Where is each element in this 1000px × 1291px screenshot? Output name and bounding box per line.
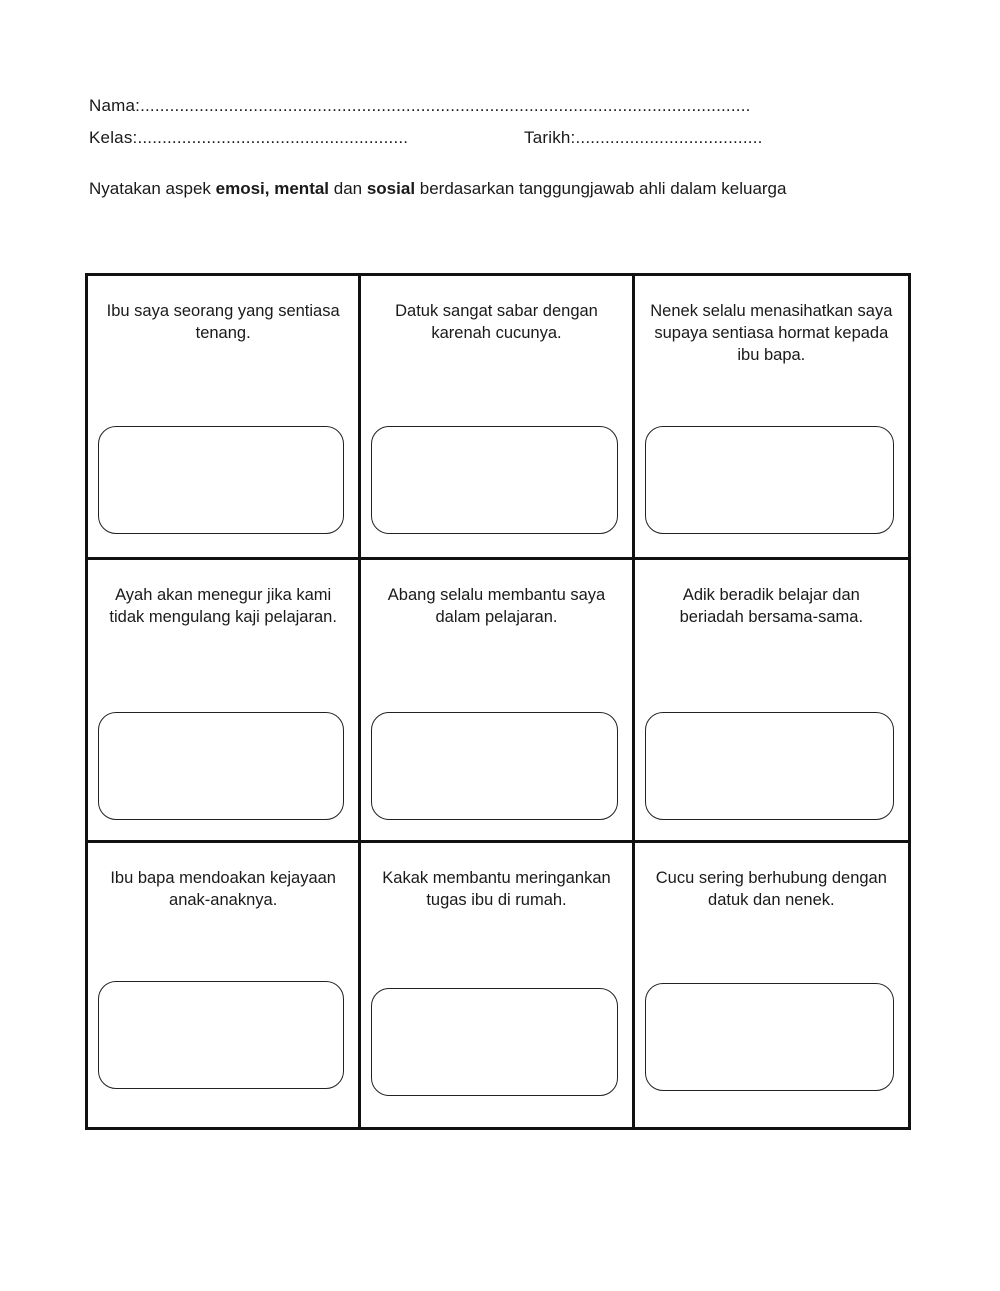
instruction-text: [89, 178, 906, 199]
card-cell: [361, 276, 634, 560]
answer-box[interactable]: [98, 712, 344, 820]
answer-box[interactable]: [371, 426, 617, 534]
instruction-keyword-sosial: sosial: [366, 179, 416, 198]
card-statement: Ayah akan menegur jika kami tidak mengulang kaji pelajaran.: [109, 585, 337, 626]
answer-box[interactable]: [645, 426, 894, 534]
card-cell: [361, 560, 634, 844]
card-cell: [88, 276, 361, 560]
answer-box[interactable]: [645, 712, 894, 820]
instruction-keyword-emosi: emosi,: [215, 179, 270, 198]
answer-box[interactable]: [645, 983, 894, 1091]
answer-box[interactable]: [98, 426, 344, 534]
answer-box[interactable]: [371, 988, 617, 1096]
class-field-line[interactable]: Kelas:.......................................................: [89, 128, 409, 147]
card-cell: [635, 276, 908, 560]
instruction-dan: dan: [329, 179, 367, 198]
name-field-line[interactable]: Nama:............................................................................................................................: [89, 96, 751, 115]
instruction-prefix: Nyatakan aspek: [89, 179, 216, 198]
card-statement: Nenek selalu menasihatkan saya supaya sentiasa hormat kepada ibu bapa.: [650, 302, 893, 364]
card-cell: [88, 560, 361, 844]
card-cell: [635, 560, 908, 844]
card-cell: [88, 843, 361, 1127]
card-statement: Cucu sering berhubung dengan datuk dan nenek.: [655, 869, 887, 910]
date-field-line[interactable]: Tarikh:......................................: [524, 128, 763, 147]
instruction-suffix: berdasarkan tanggungjawab ahli dalam keluarga: [415, 179, 787, 198]
instruction-keyword-mental: mental: [274, 179, 330, 198]
answer-box[interactable]: [98, 981, 344, 1089]
card-statement: Adik beradik belajar dan beriadah bersama-sama.: [679, 585, 864, 626]
card-statement: Ibu saya seorang yang sentiasa tenang.: [106, 302, 340, 342]
card-cell: [635, 843, 908, 1127]
answer-box[interactable]: [371, 712, 617, 820]
card-statement: Abang selalu membantu saya dalam pelajaran.: [387, 585, 606, 626]
card-statement: Kakak membantu meringankan tugas ibu di rumah.: [382, 869, 611, 910]
card-statement: Ibu bapa mendoakan kejayaan anak-anaknya.: [110, 869, 336, 910]
worksheet-grid: [85, 273, 911, 1130]
card-statement: Datuk sangat sabar dengan karenah cucunya.: [395, 302, 598, 342]
card-cell: [361, 843, 634, 1127]
